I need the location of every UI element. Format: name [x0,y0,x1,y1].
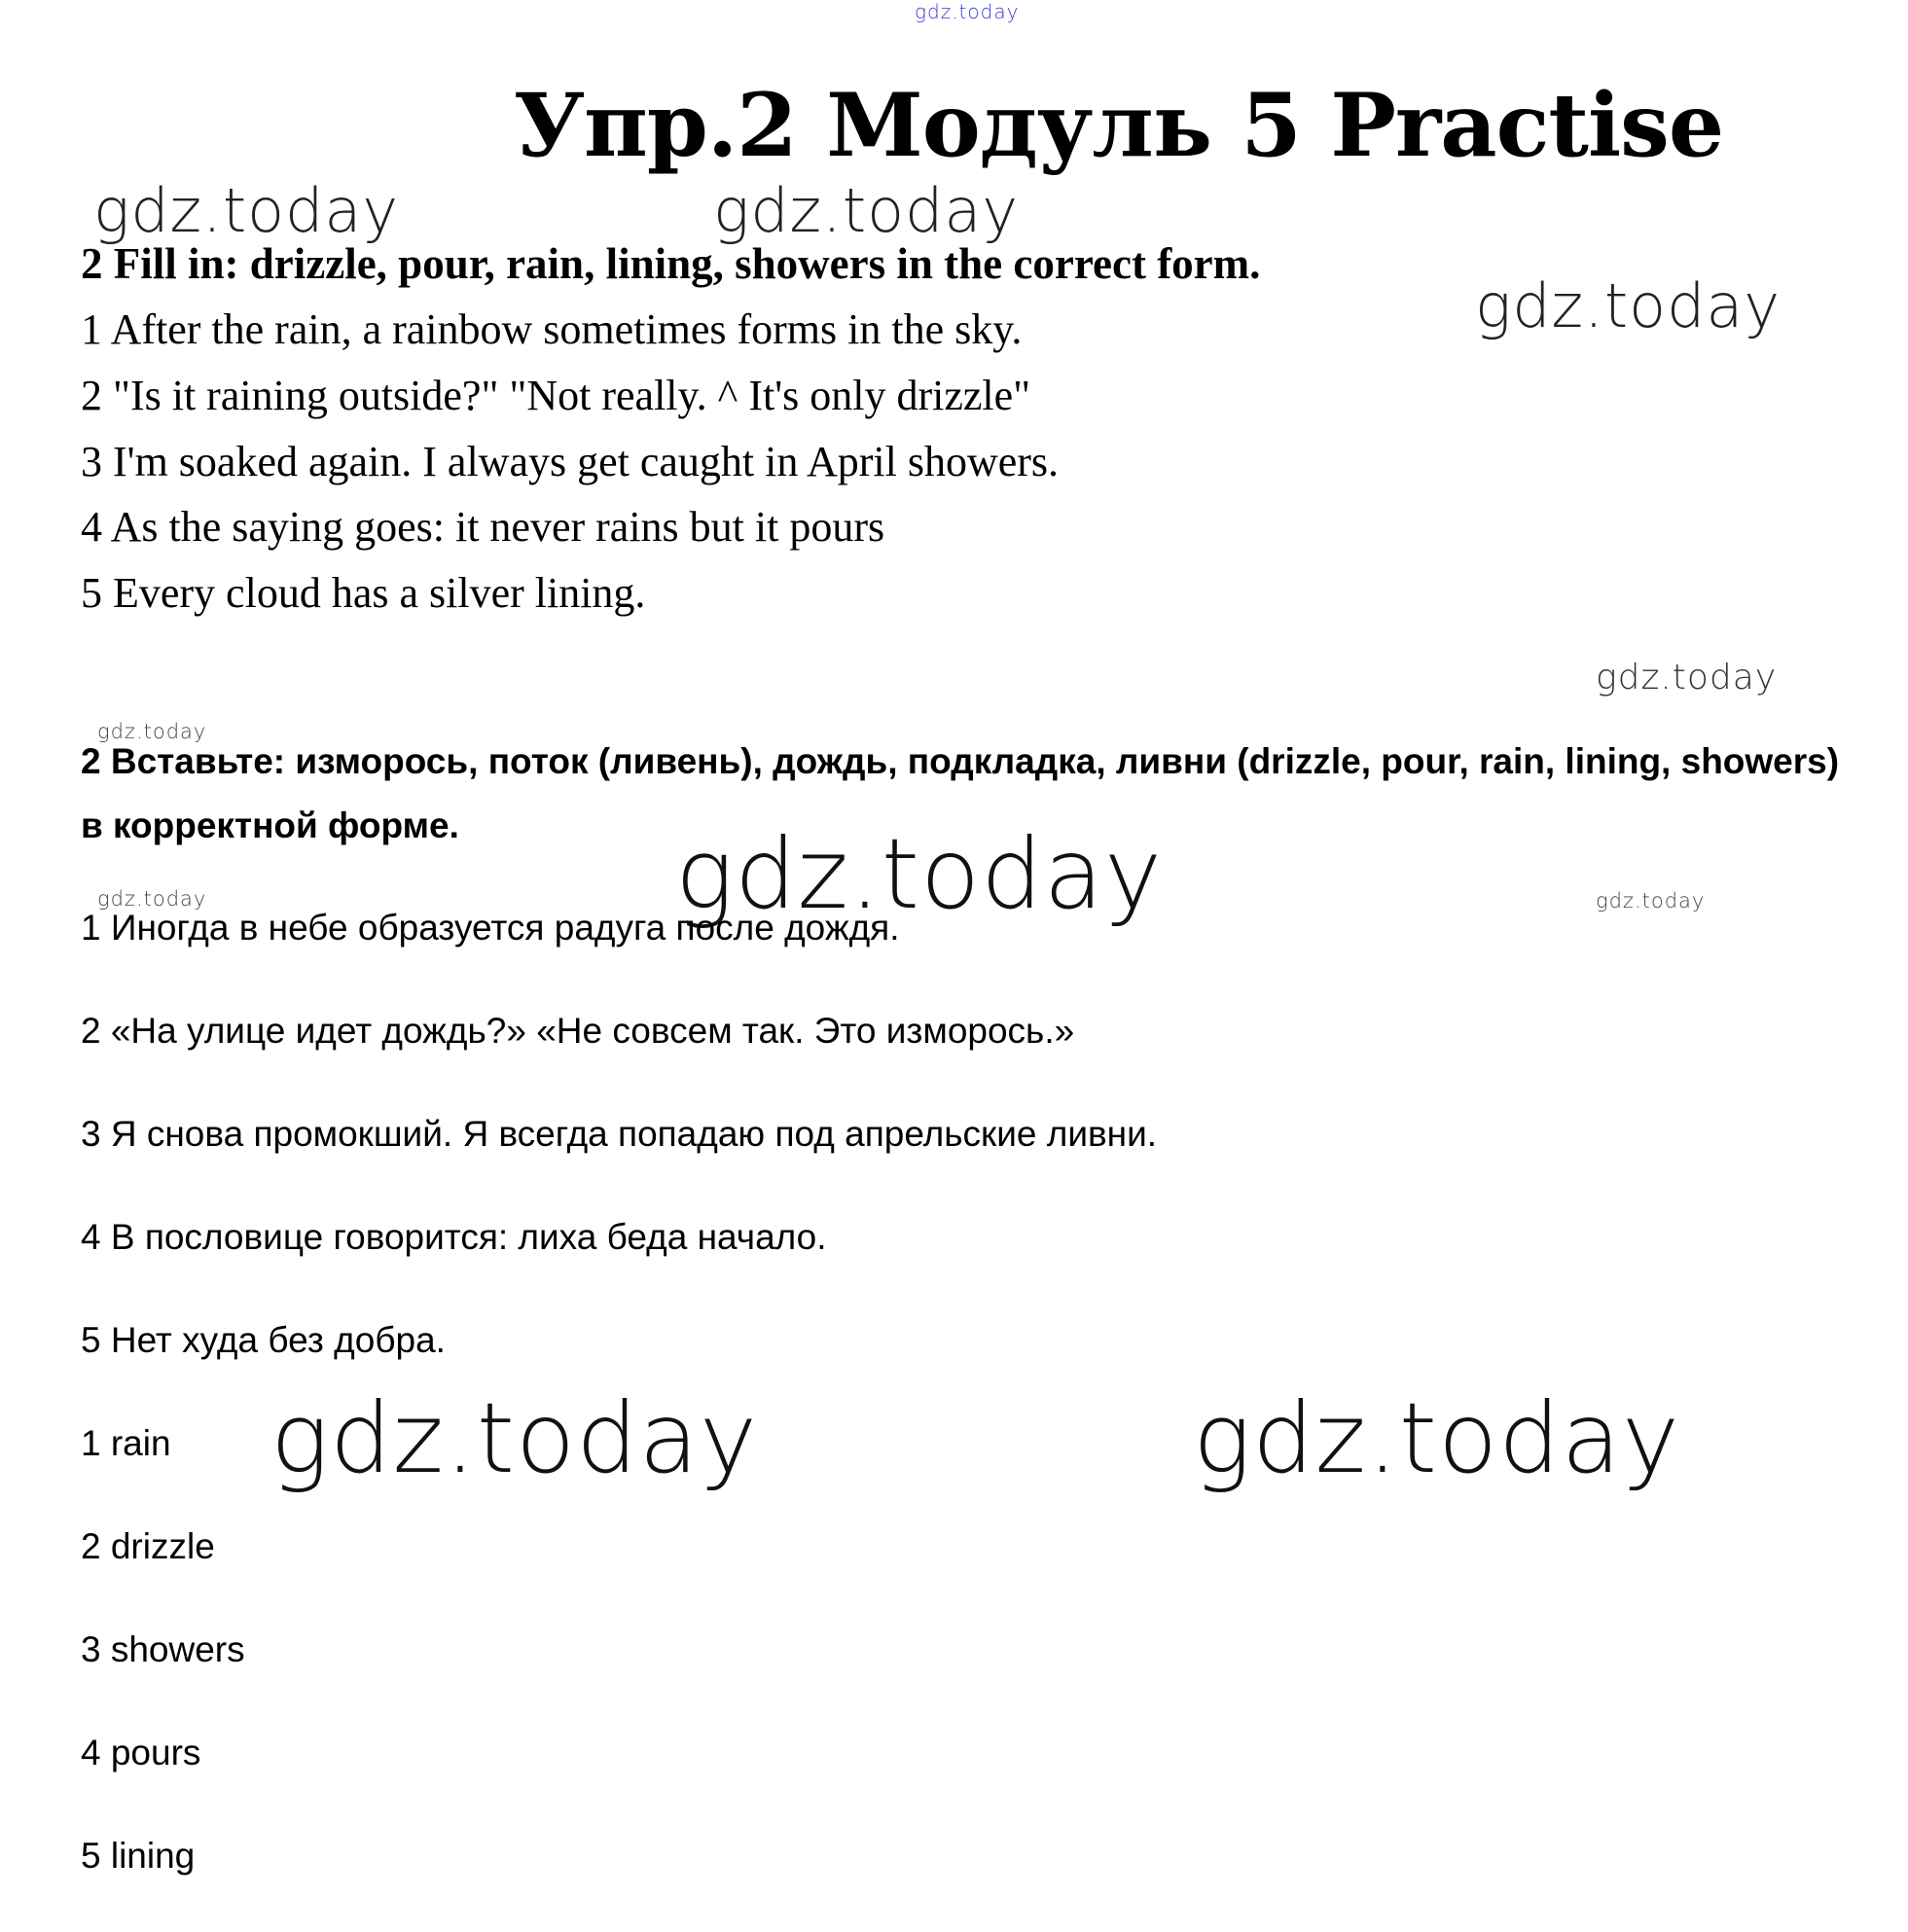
watermark-10: gdz.today [1193,1381,1681,1495]
watermark-1: gdz.today [93,175,400,246]
watermark-5: gdz.today [97,720,207,743]
english-line-1: 1 After the rain, a rainbow sometimes forms in the sky. [81,305,1023,353]
english-line-3: 3 I'm soaked again. I always get caught in April showers. [81,438,1060,485]
english-line-4: 4 As the saying goes: it never rains but it pours [81,503,885,551]
russian-line-4: 4 В пословице говорится: лиха беда начало. [81,1217,827,1257]
answer-3: 3 showers [81,1629,245,1669]
answer-4: 4 pours [81,1733,201,1772]
watermark-2: gdz.today [713,175,1020,246]
russian-line-1: 1 Иногда в небе образуется радуга после дождя. [81,908,900,948]
russian-line-5: 5 Нет худа без добра. [81,1320,446,1360]
answer-1: 1 rain [81,1423,171,1463]
english-line-2: 2 "Is it raining outside?" "Not really. ^ It's only drizzle" [81,372,1031,419]
watermark-6: gdz.today [675,817,1164,931]
russian-line-3: 3 Я снова промокший. Я всегда попадаю под апрельские ливни. [81,1114,1158,1154]
answer-5: 5 lining [81,1836,196,1876]
watermark-top: gdz.today [915,0,1020,23]
watermark-8: gdz.today [1596,889,1706,912]
russian-line-2: 2 «На улице идет дождь?» «Не совсем так. Это изморось.» [81,1011,1075,1051]
watermark-7: gdz.today [97,887,207,911]
watermark-9: gdz.today [270,1381,759,1495]
english-heading: 2 Fill in: drizzle, pour, rain, lining, showers in the correct form. [81,239,1261,288]
watermark-4: gdz.today [1596,658,1778,698]
watermark-3: gdz.today [1475,270,1782,341]
page-title: Упр.2 Модуль 5 Practise [514,74,1724,177]
english-line-5: 5 Every cloud has a silver lining. [81,569,646,617]
answer-2: 2 drizzle [81,1526,215,1566]
russian-heading: 2 Вставьте: изморось, поток (ливень), дождь, подкладка, ливни (drizzle, pour, rain, lining, showers) в корректной форме. [81,741,1840,845]
